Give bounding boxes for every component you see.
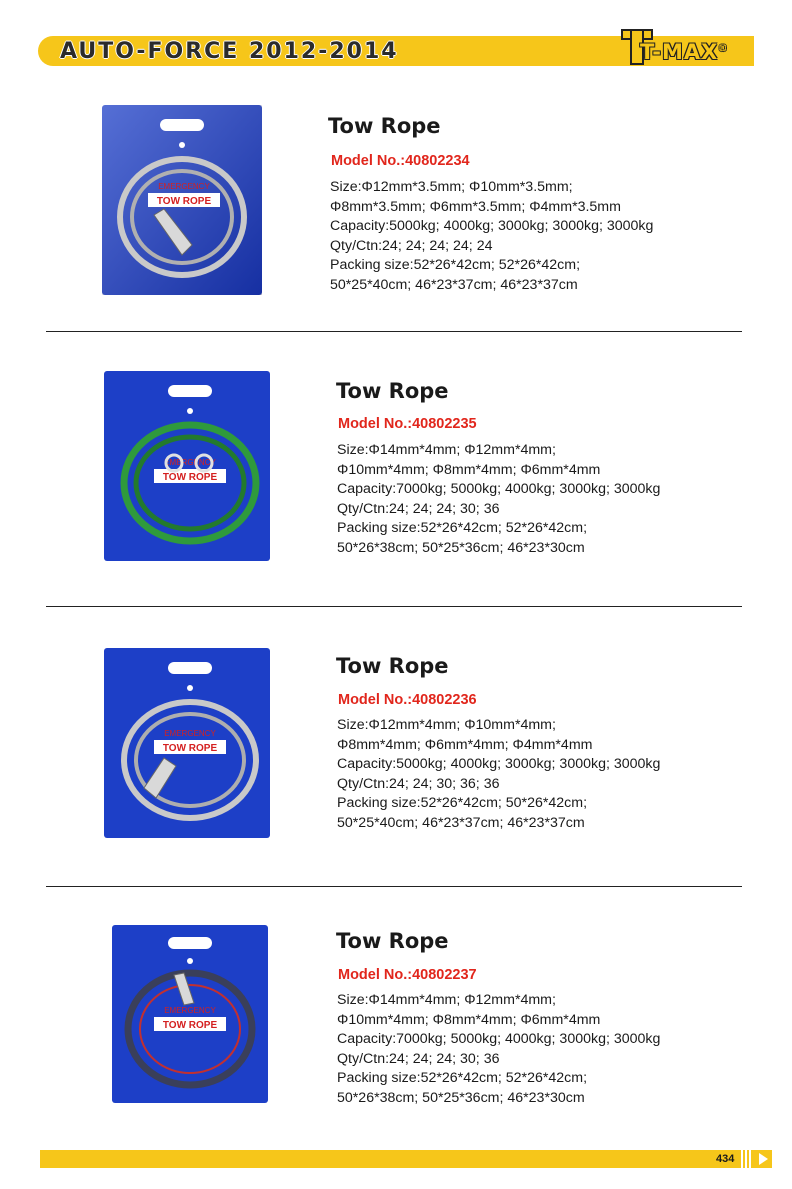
product-title: Tow Rope xyxy=(336,654,449,678)
spec-size-cont: Φ8mm*3.5mm; Φ6mm*3.5mm; Φ4mm*3.5mm xyxy=(330,198,621,215)
spec-capacity: Capacity:7000kg; 5000kg; 4000kg; 3000kg; 3000kg xyxy=(337,481,661,497)
registered-mark: ® xyxy=(718,44,729,54)
spec-size: Size:Φ12mm*3.5mm; Φ10mm*3.5mm; xyxy=(330,179,573,195)
spec-size: Size:Φ14mm*4mm; Φ12mm*4mm; xyxy=(337,992,556,1008)
spec-qty-ctn: Qty/Ctn:24; 24; 24; 24; 24 xyxy=(330,237,493,254)
spec-size-cont: Φ8mm*4mm; Φ6mm*4mm; Φ4mm*4mm xyxy=(337,736,593,753)
spec-packing-size-cont: 50*26*38cm; 50*25*36cm; 46*23*30cm xyxy=(337,1089,585,1106)
product-model-number: Model No.:40802236 xyxy=(338,692,477,708)
product-image-tow-rope-4 xyxy=(112,925,268,1103)
product-model-number: Model No.:40802234 xyxy=(331,153,470,169)
footer-bar xyxy=(40,1150,752,1168)
product-image-tow-rope-1 xyxy=(102,105,262,295)
spec-packing-size: Packing size:52*26*42cm; 52*26*42cm; xyxy=(337,520,588,536)
spec-packing-size-cont: 50*25*40cm; 46*23*37cm; 46*23*37cm xyxy=(337,814,585,831)
svg-text:TOW ROPE: TOW ROPE xyxy=(162,472,218,483)
product-specs xyxy=(337,716,660,833)
section-divider xyxy=(46,606,742,607)
spec-size-cont: Φ10mm*4mm; Φ8mm*4mm; Φ6mm*4mm xyxy=(337,461,601,478)
product-title: Tow Rope xyxy=(336,379,449,403)
spec-size-cont: Φ10mm*4mm; Φ8mm*4mm; Φ6mm*4mm xyxy=(337,1011,601,1028)
svg-text:TOW ROPE: TOW ROPE xyxy=(162,1020,218,1031)
spec-packing-size: Packing size:52*26*42cm; 52*26*42cm; xyxy=(337,1070,588,1086)
product-specs xyxy=(337,441,660,558)
logo-wordmark: T-MAX® xyxy=(640,40,729,64)
svg-text:EMERGENCY: EMERGENCY xyxy=(158,182,210,191)
product-image-tow-rope-3 xyxy=(104,648,270,838)
spec-qty-ctn: Qty/Ctn:24; 24; 24; 30; 36 xyxy=(337,1050,500,1067)
spec-size: Size:Φ14mm*4mm; Φ12mm*4mm; xyxy=(337,442,556,458)
section-divider xyxy=(46,886,742,887)
spec-capacity: Capacity:5000kg; 4000kg; 3000kg; 3000kg; 3000kg xyxy=(337,756,661,772)
spec-qty-ctn: Qty/Ctn:24; 24; 30; 36; 36 xyxy=(337,775,500,792)
product-specs xyxy=(337,991,660,1108)
footer-stripes-decoration xyxy=(740,1150,754,1168)
spec-packing-size-cont: 50*25*40cm; 46*23*37cm; 46*23*37cm xyxy=(330,276,578,293)
svg-text:EMERGENCY: EMERGENCY xyxy=(164,458,216,467)
product-model-number: Model No.:40802235 xyxy=(338,416,477,432)
spec-qty-ctn: Qty/Ctn:24; 24; 24; 30; 36 xyxy=(337,500,500,517)
svg-text:TOW ROPE: TOW ROPE xyxy=(162,743,218,754)
svg-text:EMERGENCY: EMERGENCY xyxy=(164,729,216,738)
section-divider xyxy=(46,331,742,332)
spec-packing-size: Packing size:52*26*42cm; 52*26*42cm; xyxy=(330,257,581,273)
product-title: Tow Rope xyxy=(336,929,449,953)
product-specs xyxy=(330,178,653,295)
spec-size: Size:Φ12mm*4mm; Φ10mm*4mm; xyxy=(337,717,556,733)
spec-capacity: Capacity:5000kg; 4000kg; 3000kg; 3000kg; 3000kg xyxy=(330,218,654,234)
page-number: 434 xyxy=(716,1153,735,1165)
next-page-arrow-icon xyxy=(754,1150,772,1168)
spec-capacity: Capacity:7000kg; 5000kg; 4000kg; 3000kg; 3000kg xyxy=(337,1031,661,1047)
product-title: Tow Rope xyxy=(328,114,441,138)
product-image-tow-rope-2 xyxy=(104,371,270,561)
svg-text:TOW ROPE: TOW ROPE xyxy=(156,196,212,207)
spec-packing-size: Packing size:52*26*42cm; 50*26*42cm; xyxy=(337,795,588,811)
svg-text:EMERGENCY: EMERGENCY xyxy=(164,1006,216,1015)
catalog-title: AUTO-FORCE 2012-2014 xyxy=(60,39,399,64)
spec-packing-size-cont: 50*26*38cm; 50*25*36cm; 46*23*30cm xyxy=(337,539,585,556)
product-model-number: Model No.:40802237 xyxy=(338,967,477,983)
